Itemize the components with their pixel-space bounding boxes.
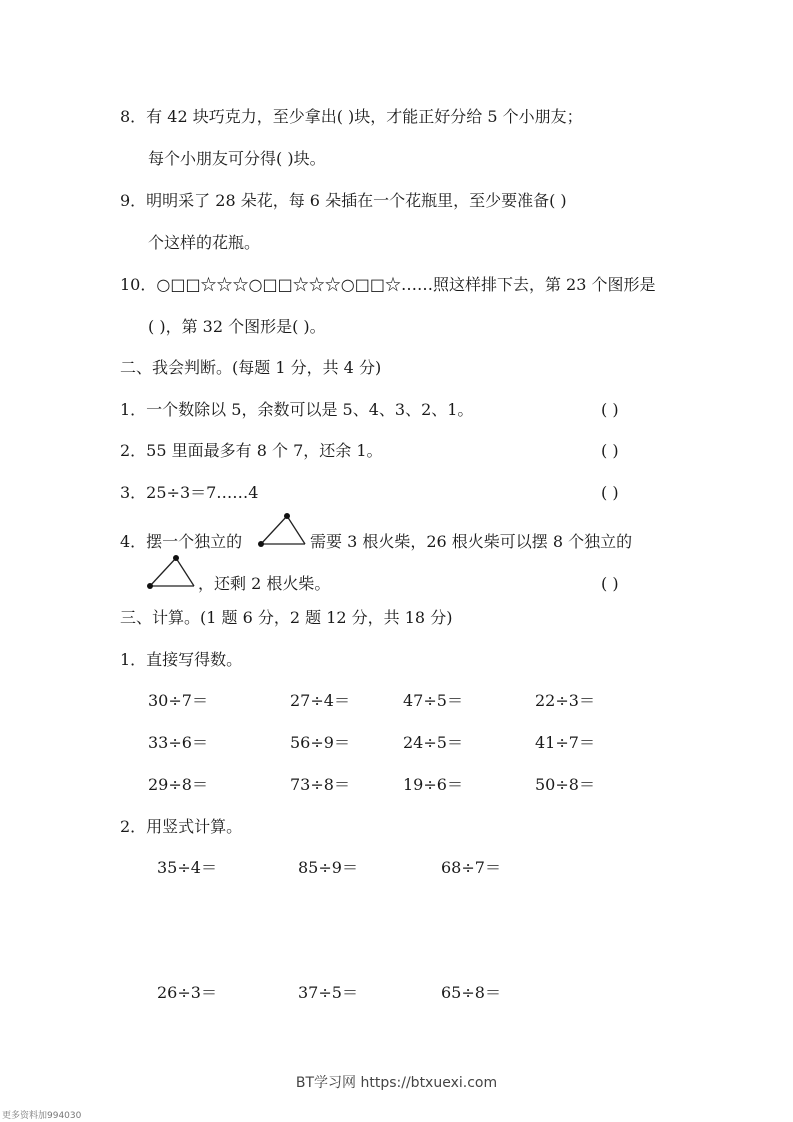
judge-bracket-3[interactable]: ( ) — [601, 483, 619, 502]
judge-item-1: 1．一个数除以 5，余数可以是 5、4、3、2、1。 — [120, 400, 474, 419]
q10-line2: ( )，第 32 个图形是( )。 — [148, 317, 326, 336]
q8-line2: 每个小朋友可分得( )块。 — [148, 149, 326, 168]
direct-calc-item: 29÷8＝ — [148, 775, 208, 794]
judge-bracket-1[interactable]: ( ) — [601, 400, 619, 419]
vertical-calc-item: 35÷4＝ — [157, 858, 217, 877]
direct-calc-item: 22÷3＝ — [535, 691, 595, 710]
footer-link[interactable]: BT学习网 https://btxuexi.com — [295, 1075, 498, 1091]
q9-line1: 9．明明采了 28 朵花，每 6 朵插在一个花瓶里，至少要准备( ) — [120, 191, 567, 210]
judge-item-2: 2．55 里面最多有 8 个 7，还余 1。 — [120, 441, 383, 460]
direct-calc-item: 56÷9＝ — [290, 733, 350, 752]
judge-item-3: 3．25÷3＝7……4 — [120, 483, 259, 502]
vertical-calc-item: 68÷7＝ — [441, 858, 501, 877]
section3-sub2: 2．用竖式计算。 — [120, 817, 243, 836]
matchstick-triangle-icon — [146, 553, 198, 591]
matchstick-triangle-icon — [257, 511, 309, 549]
direct-calc-item: 41÷7＝ — [535, 733, 595, 752]
direct-calc-item: 47÷5＝ — [403, 691, 463, 710]
section2-title: 二、我会判断。(每题 1 分，共 4 分) — [120, 358, 382, 377]
judge-bracket-2[interactable]: ( ) — [601, 441, 619, 460]
judge-item-4-part3: ，还剩 2 根火柴。 — [198, 574, 331, 593]
vertical-calc-item: 65÷8＝ — [441, 983, 501, 1002]
judge-item-4-part2: 需要 3 根火柴，26 根火柴可以摆 8 个独立的 — [310, 532, 633, 551]
judge-bracket-4[interactable]: ( ) — [601, 574, 619, 593]
section3-sub1: 1．直接写得数。 — [120, 650, 243, 669]
direct-calc-item: 73÷8＝ — [290, 775, 350, 794]
direct-calc-item: 19÷6＝ — [403, 775, 463, 794]
section3-title: 三、计算。(1 题 6 分，2 题 12 分，共 18 分) — [120, 608, 453, 627]
watermark: 更多资料加994030 — [2, 1111, 82, 1121]
q10-line1: 10．○□□☆☆☆○□□☆☆☆○□□☆……照这样排下去，第 23 个图形是 — [120, 275, 656, 294]
direct-calc-item: 24÷5＝ — [403, 733, 463, 752]
direct-calc-item: 27÷4＝ — [290, 691, 350, 710]
q9-line2: 个这样的花瓶。 — [148, 233, 261, 252]
vertical-calc-item: 26÷3＝ — [157, 983, 217, 1002]
q8-line1: 8．有 42 块巧克力，至少拿出( )块，才能正好分给 5 个小朋友； — [120, 107, 583, 126]
vertical-calc-item: 37÷5＝ — [298, 983, 358, 1002]
judge-item-4-part1: 4．摆一个独立的 — [120, 532, 243, 551]
direct-calc-item: 33÷6＝ — [148, 733, 208, 752]
direct-calc-item: 30÷7＝ — [148, 691, 208, 710]
vertical-calc-item: 85÷9＝ — [298, 858, 358, 877]
direct-calc-item: 50÷8＝ — [535, 775, 595, 794]
